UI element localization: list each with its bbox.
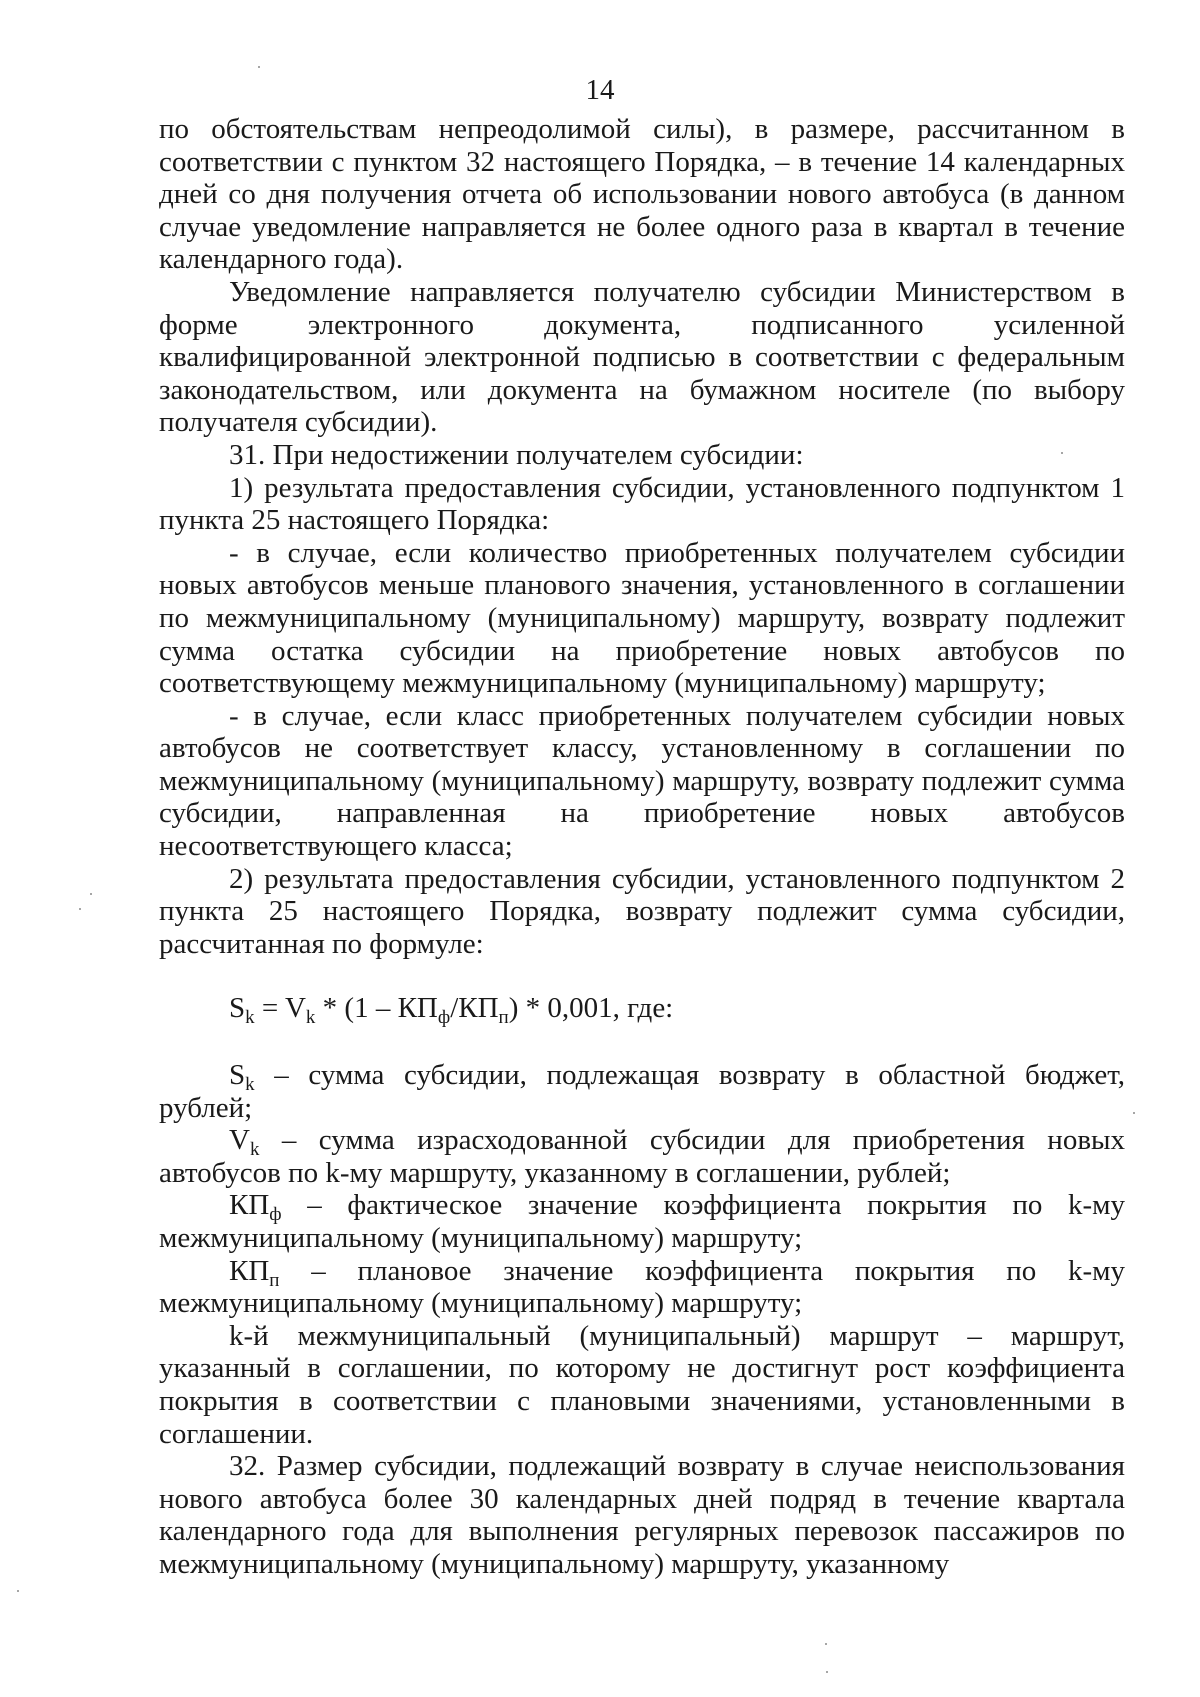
scan-speck (79, 908, 81, 910)
page-number: 14 (585, 74, 615, 106)
definition: $V_k$ – сумма израсходованной субсидии для приобретения новых автобусов по k-му маршруту, указанному в соглашении, рублей; (159, 1124, 1125, 1189)
paragraph: 31. При недостижении получателем субсидии: (229, 438, 804, 471)
document-body (159, 113, 1125, 1581)
scan-speck (258, 66, 260, 68)
paragraph: Уведомление направляется получателю субсидии Министерством в форме электронного документа, подписанного усиленной квалифицированной электронной подписью в соответствии с федеральным законодательством, или документа на бумажном носителе (по выбору получателя субсидии). (159, 275, 1125, 439)
paragraph: 2) результата предоставления субсидии, установленного подпунктом 2 пункта 25 настоящего Порядка, возврату подлежит сумма субсидии, рассчитанная по формуле: (159, 862, 1125, 960)
scan-speck (1133, 1112, 1135, 1114)
scan-speck (17, 1590, 19, 1592)
paragraph: по обстоятельствам непреодолимой силы), в размере, рассчитанном в соответствии с пунктом 32 настоящего Порядка, – в течение 14 календарных дней со дня получения отчета об использовании нового автобуса (в данном случае уведомление направляется не более одного раза в квартал в течение календарного года). (159, 113, 1125, 276)
definition: $S_k$ – сумма субсидии, подлежащая возврату в областной бюджет, рублей; (159, 1059, 1125, 1124)
definition: $КП_п$ – плановое значение коэффициента покрытия по k-му межмуниципальному (муниципальному) маршруту; (159, 1254, 1125, 1320)
scan-speck (90, 893, 92, 895)
scan-speck (825, 1643, 827, 1645)
paragraph: 1) результата предоставления субсидии, установленного подпунктом 1 пункта 25 настоящего Порядка: (159, 471, 1125, 537)
scan-speck (826, 1671, 828, 1673)
formula: $S_k = V_k * (1 - КП_ф/КП_п) * 0,001$, где: (229, 992, 674, 1029)
list-item: - в случае, если количество приобретенных получателем субсидии новых автобусов меньше планового значения, установленного в соглашении по межмуниципальному (муниципальному) маршруту, возврату подлежит сумма остатка субсидии на приобретение новых автобусов по соответствующему межмуниципальному (муниципальному) маршруту; (159, 536, 1125, 700)
definition: $КП_ф$ – фактическое значение коэффициента покрытия по k-му межмуниципальному (муниципальному) маршруту; (159, 1189, 1125, 1254)
definition: k-й межмуниципальный (муниципальный) маршрут – маршрут, указанный в соглашении, по которому не достигнут рост коэффициента покрытия в соответствии с плановыми значениями, установленными в соглашении. (159, 1319, 1125, 1450)
list-item: - в случае, если класс приобретенных получателем субсидии новых автобусов не соответствует классу, установленному в соглашении по межмуниципальному (муниципальному) маршруту, возврату подлежит сумма субсидии, направленная на приобретение новых автобусов несоответствующего класса; (159, 699, 1125, 863)
paragraph: 32. Размер субсидии, подлежащий возврату в случае неиспользования нового автобуса более 30 календарных дней подряд в течение квартала календарного года для выполнения регулярных перевозок пассажиров по межмуниципальному (муниципальному) маршруту, указанному (159, 1450, 1125, 1580)
scan-speck (1061, 452, 1063, 454)
